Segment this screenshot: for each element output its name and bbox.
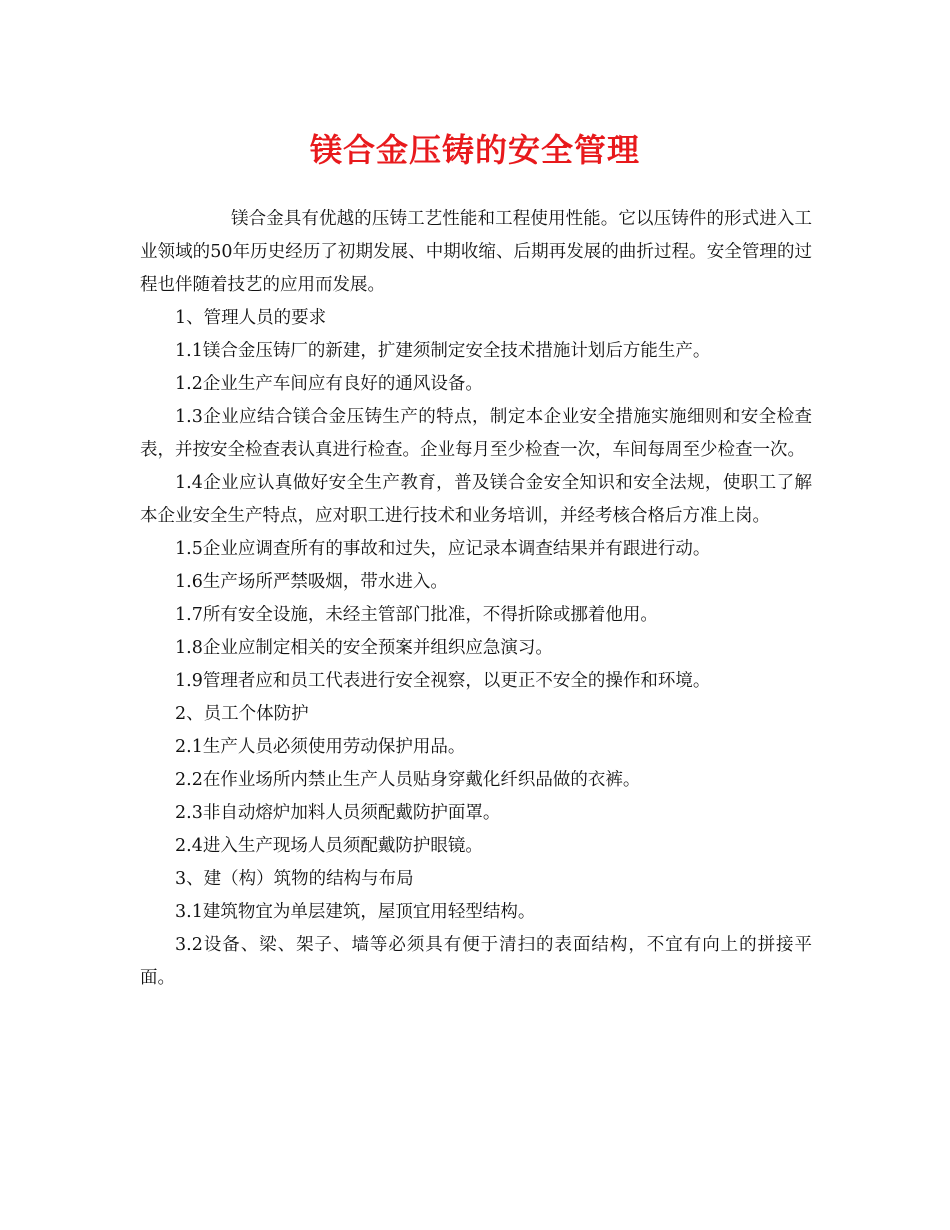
document-title: 镁合金压铸的安全管理 <box>309 131 640 169</box>
body-paragraph: 3.1建筑物宜为单层建筑，屋顶宜用轻型结构。 <box>175 902 536 922</box>
document-body <box>140 203 812 995</box>
section-heading: 1、管理人员的要求 <box>175 308 327 328</box>
body-paragraph: 1.8企业应制定相关的安全预案并组织应急演习。 <box>175 638 553 658</box>
section-heading: 3、建（构）筑物的结构与布局 <box>175 869 414 889</box>
body-paragraph: 1.6生产场所严禁吸烟，带水进入。 <box>175 572 448 592</box>
body-paragraph: 1.5企业应调查所有的事故和过失，应记录本调查结果并有跟进行动。 <box>175 539 711 559</box>
body-paragraph: 2.4进入生产现场人员须配戴防护眼镜。 <box>175 836 483 856</box>
body-paragraph: 1.9管理者应和员工代表进行安全视察，以更正不安全的操作和环境。 <box>175 671 711 691</box>
intro-paragraph: 镁合金具有优越的压铸工艺性能和工程使用性能。它以压铸件的形式进入工业领域的50年历史经历了初期发展、中期收缩、后期再发展的曲折过程。安全管理的过程也伴随着技艺的应用而发展。 <box>140 209 812 295</box>
body-paragraph: 1.7所有安全设施，未经主管部门批准，不得折除或挪着他用。 <box>175 605 658 625</box>
body-paragraph: 3.2设备、梁、架子、墙等必须具有便于清扫的表面结构，不宜有向上的拼接平面。 <box>140 935 812 988</box>
body-paragraph: 2.3非自动熔炉加料人员须配戴防护面罩。 <box>175 803 501 823</box>
body-paragraph: 1.1镁合金压铸厂的新建，扩建须制定安全技术措施计划后方能生产。 <box>175 341 711 361</box>
body-paragraph: 1.4企业应认真做好安全生产教育，普及镁合金安全知识和安全法规，使职工了解本企业安全生产特点，应对职工进行技术和业务培训，并经考核合格后方准上岗。 <box>140 473 812 526</box>
body-paragraph: 2.2在作业场所内禁止生产人员贴身穿戴化纤织品做的衣裤。 <box>175 770 641 790</box>
section-heading: 2、员工个体防护 <box>175 704 309 724</box>
body-paragraph: 1.2企业生产车间应有良好的通风设备。 <box>175 374 483 394</box>
body-paragraph: 1.3企业应结合镁合金压铸生产的特点，制定本企业安全措施实施细则和安全检查表，并按安全检查表认真进行检查。企业每月至少检查一次，车间每周至少检查一次。 <box>140 407 812 460</box>
body-paragraph: 2.1生产人员必须使用劳动保护用品。 <box>175 737 466 757</box>
